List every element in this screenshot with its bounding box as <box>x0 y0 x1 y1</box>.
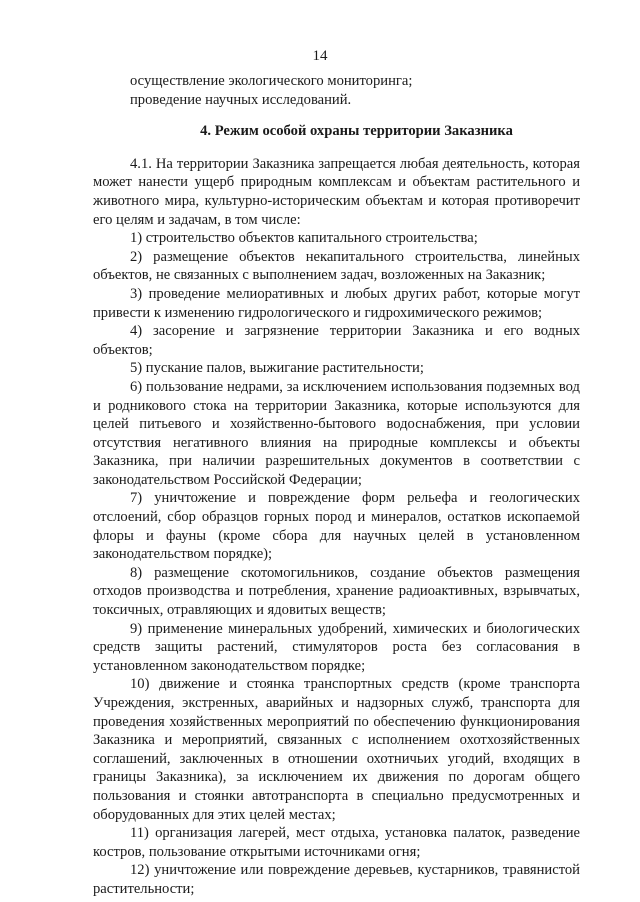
page-number: 14 <box>312 48 328 64</box>
list-item: 3) проведение мелиоративных и любых других работ, которые могут привести к изменению гидрологического и гидрохимического режимов; <box>93 285 580 321</box>
list-item: 9) применение минеральных удобрений, химических и биологических средств защиты растений, стимуляторов роста без согласования в установленном законодательством порядке; <box>93 620 580 674</box>
list-item: 7) уничтожение и повреждение форм рельефа и геологических отслоений, сбор образцов горных пород и минералов, остатков ископаемой флоры и фауны (кроме сбора для научных целей в установленном законодательством порядке); <box>93 490 580 563</box>
list-item: 8) размещение скотомогильников, создание объектов размещения отходов производства и потребления, хранение радиоактивных, взрывчатых, токсичных, отравляющих и ядовитых веществ; <box>93 564 580 619</box>
list-item: 5) пускание палов, выжигание растительности; <box>130 360 424 377</box>
list-item: 2) размещение объектов некапитального строительства, линейных объектов, не связанных с выполнением задач, возложенных на Заказник; <box>93 248 580 284</box>
list-item: 10) движение и стоянка транспортных средств (кроме транспорта Учреждения, экстренных, аварийных и надзорных служб, транспорта для проведения хозяйственных мероприятий по обеспечению функционирования Заказника и мероприятий, связанных с исполнением охотхозяйственных соглашений, заключенных в отношении охотничьих угодий, входящих в границы Заказника), за исключением их движения по дорогам общего пользования и стоянки автотранспорта в специально предусмотренных и оборудованных для этих целей местах; <box>93 676 580 823</box>
lead-line: проведение научных исследований. <box>130 91 352 108</box>
paragraph-intro: 4.1. На территории Заказника запрещается любая деятельность, которая может нанести ущерб природным комплексам и объектам растительного и животного мира, культурно-историческим объектам и которая противоречит его целям и задачам, в том числе: <box>93 155 580 228</box>
list-item: 6) пользование недрами, за исключением использования подземных вод и родникового стока на территории Заказника, которые используются для целей питьевого и хозяйственно-бытового водоснабжения, при условии отсутствия негативного влияния на природные комплексы и объекты Заказника, при наличии разрешительных документов в соответствии с законодательством Российской Федерации; <box>93 378 580 488</box>
lead-line: осуществление экологического мониторинга; <box>130 73 413 89</box>
document-body <box>93 72 580 899</box>
list-item: 4) засорение и загрязнение территории Заказника и его водных объектов; <box>93 323 580 358</box>
list-item: 11) организация лагерей, мест отдыха, установка палаток, разведение костров, пользование открытыми источниками огня; <box>93 825 580 860</box>
list-item: 12) уничтожение или повреждение деревьев, кустарников, травянистой растительности; <box>93 862 580 897</box>
list-item: 1) строительство объектов капитального строительства; <box>130 230 478 247</box>
section-title: 4. Режим особой охраны территории Заказника <box>200 123 513 140</box>
